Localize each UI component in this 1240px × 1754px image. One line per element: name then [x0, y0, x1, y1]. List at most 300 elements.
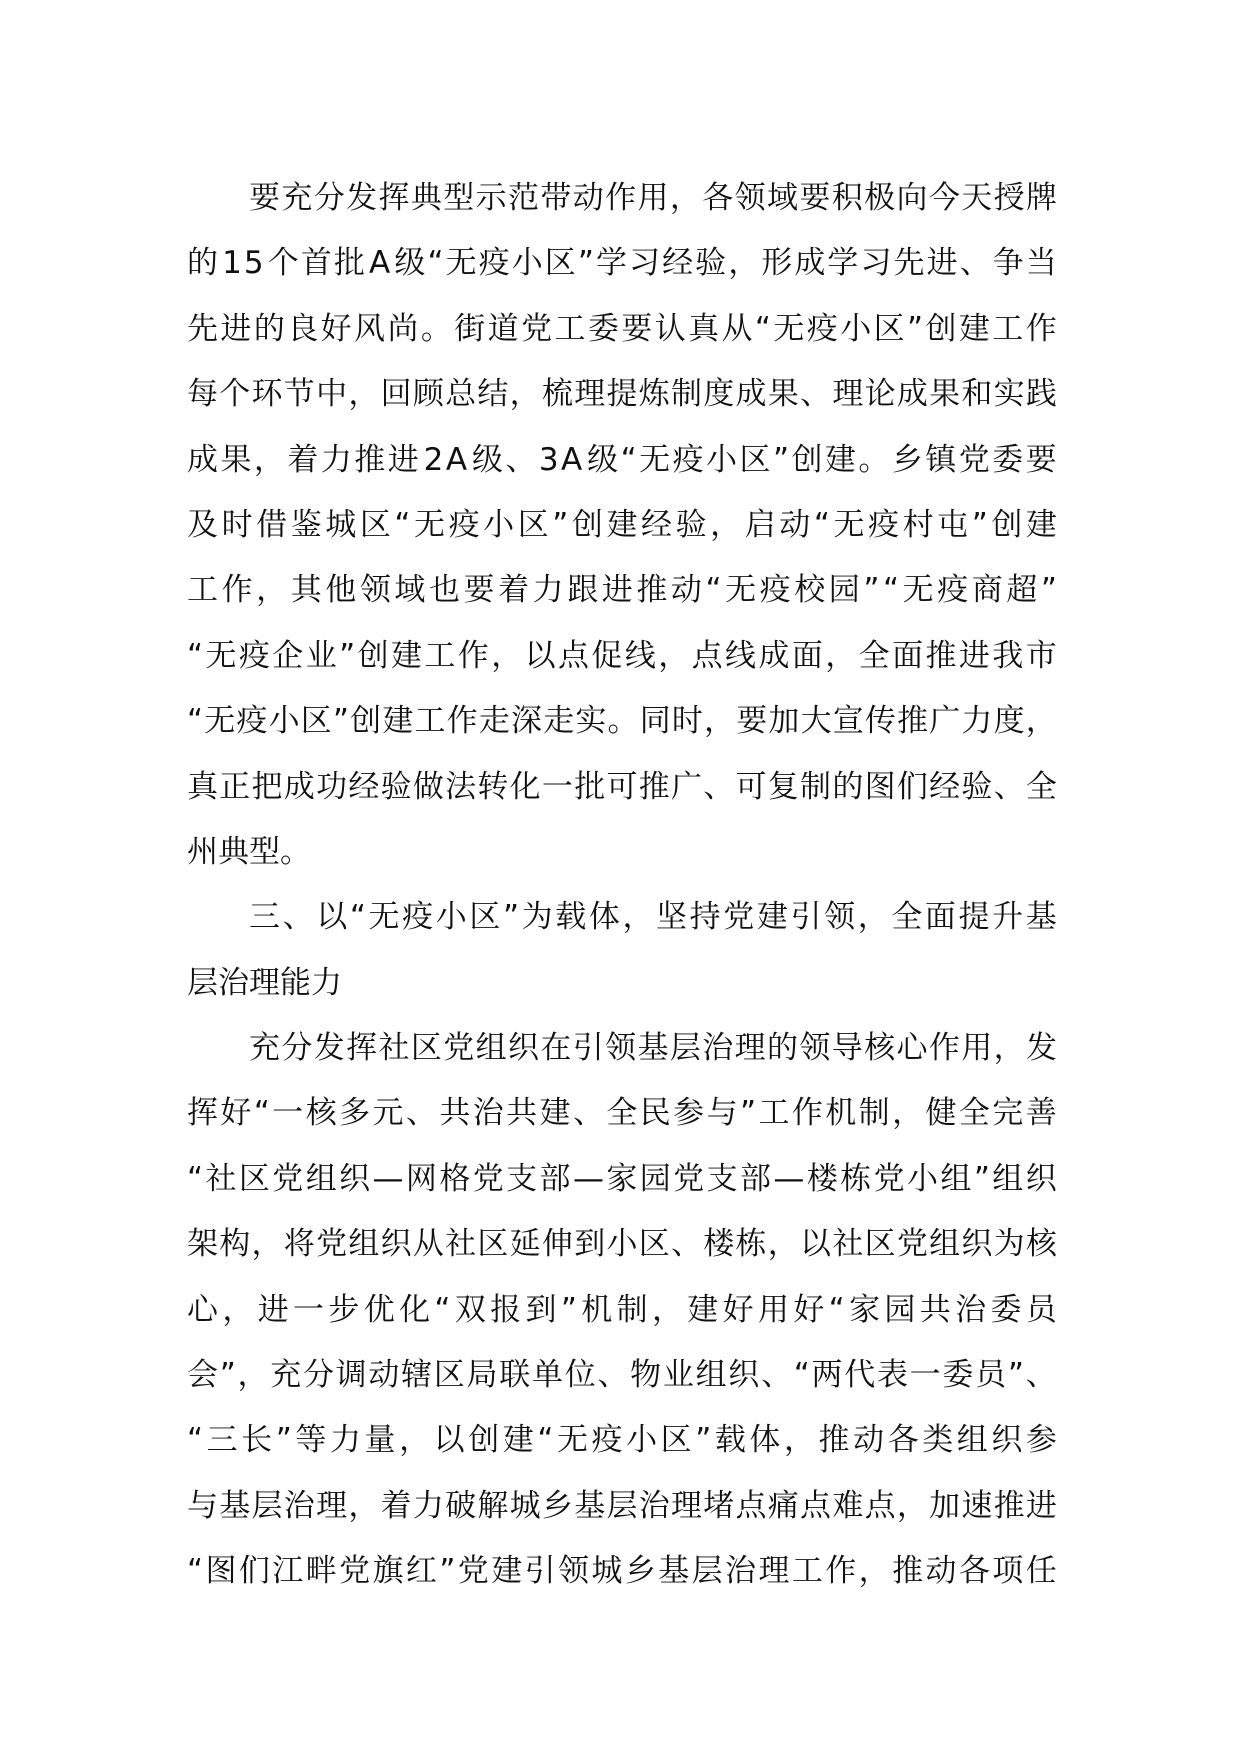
glyph: 党	[472, 1160, 504, 1197]
glyph: 、	[597, 1357, 629, 1394]
heading-line: 层治理能力	[187, 964, 342, 1001]
glyph: 环	[251, 376, 283, 413]
glyph: 理	[758, 1553, 790, 1590]
glyph: 优	[363, 1291, 395, 1328]
glyph: 构	[219, 1226, 251, 1263]
glyph: 党	[443, 1030, 475, 1067]
glyph: 点	[735, 1487, 767, 1524]
glyph: 着	[498, 572, 530, 609]
glyph: 物	[630, 1357, 662, 1394]
glyph: ，	[491, 637, 523, 674]
glyph: 与	[187, 1487, 218, 1524]
glyph: 无	[414, 506, 445, 543]
glyph: 同	[639, 703, 671, 740]
glyph: 实	[993, 376, 1025, 413]
glyph: 时	[221, 506, 253, 543]
glyph: 面	[924, 899, 956, 936]
glyph: 点	[691, 637, 723, 674]
glyph: ，	[253, 441, 285, 478]
glyph: 引	[790, 899, 822, 936]
glyph: 习	[860, 245, 892, 282]
glyph: 织	[728, 1357, 760, 1394]
glyph: 从	[721, 310, 753, 347]
glyph: 委	[942, 1357, 974, 1394]
glyph: 无	[902, 572, 934, 609]
glyph: 部	[739, 1160, 771, 1197]
glyph: 层	[669, 1030, 701, 1067]
glyph: 党	[339, 1553, 371, 1590]
glyph: 党	[316, 1226, 348, 1263]
glyph: 将	[283, 1226, 315, 1263]
glyph: 建	[539, 1095, 571, 1132]
glyph: 促	[591, 637, 623, 674]
glyph: 疫	[759, 572, 791, 609]
glyph: 域	[767, 180, 798, 216]
glyph: 传	[864, 703, 896, 740]
glyph: 充	[281, 180, 313, 216]
glyph: 到	[574, 1226, 606, 1263]
glyph: 建	[491, 1553, 523, 1590]
glyph: 江	[272, 1553, 304, 1590]
glyph: 范	[508, 180, 539, 216]
glyph: 推	[818, 1422, 850, 1459]
glyph: 批	[333, 245, 365, 282]
text-line	[187, 558, 1057, 623]
glyph: 经	[929, 768, 961, 805]
glyph: 要	[621, 310, 653, 347]
glyph: 解	[477, 1487, 509, 1524]
glyph: 建	[390, 637, 422, 674]
text-line	[187, 231, 1057, 296]
glyph: 度	[993, 703, 1025, 740]
glyph: 启	[744, 506, 776, 543]
glyph: 多	[339, 1095, 371, 1132]
glyph: 楼	[806, 1160, 838, 1197]
glyph: 乡	[624, 1553, 656, 1590]
glyph: 的	[832, 768, 864, 805]
glyph: 分	[313, 180, 345, 216]
glyph: 1	[222, 245, 242, 282]
glyph: 推	[636, 572, 668, 609]
glyph: 挥	[187, 1095, 218, 1132]
glyph: 深	[511, 703, 543, 740]
glyph: 作	[605, 180, 637, 216]
glyph: 园	[828, 572, 860, 609]
text-line	[187, 493, 1057, 558]
glyph: ”	[907, 310, 924, 347]
glyph: 无	[204, 703, 236, 740]
glyph: 基	[658, 1553, 690, 1590]
glyph: 先	[893, 245, 925, 282]
glyph: 面	[892, 637, 924, 674]
glyph: 栋	[840, 1160, 872, 1197]
glyph: 认	[654, 310, 686, 347]
glyph: ，	[222, 1291, 254, 1328]
glyph: 走	[543, 703, 575, 740]
glyph: 两	[811, 1357, 843, 1394]
glyph: 、	[959, 245, 991, 282]
glyph: 化	[399, 1291, 431, 1328]
glyph: 示	[475, 180, 507, 216]
glyph: 着	[287, 441, 319, 478]
glyph: 经	[641, 506, 672, 543]
glyph: 工	[187, 572, 218, 609]
glyph: 分	[302, 1357, 334, 1394]
glyph: 支	[706, 1160, 738, 1197]
glyph: 委	[990, 1291, 1022, 1328]
glyph: 核	[305, 1095, 337, 1132]
glyph: 进	[1025, 1487, 1057, 1524]
glyph: 要	[799, 180, 831, 216]
glyph: 要	[736, 703, 768, 740]
glyph: 基	[637, 1030, 669, 1067]
glyph: 领	[799, 1030, 831, 1067]
section-heading	[187, 885, 1057, 1016]
glyph: “	[813, 506, 830, 543]
glyph: “	[537, 1422, 554, 1459]
glyph: 委	[587, 310, 619, 347]
glyph: ，	[1025, 703, 1057, 740]
glyph: 市	[1025, 637, 1057, 674]
glyph: 用	[637, 180, 669, 216]
glyph: ，	[728, 245, 760, 282]
glyph: 他	[325, 572, 357, 609]
glyph: “	[394, 506, 411, 543]
glyph: 授	[993, 180, 1025, 216]
glyph: 可	[735, 768, 767, 805]
glyph: ”	[577, 245, 594, 282]
glyph: 作	[446, 703, 478, 740]
glyph: 牌	[1026, 180, 1057, 216]
glyph: 制	[858, 1095, 890, 1132]
glyph: 级	[471, 441, 503, 478]
glyph: 作	[1025, 310, 1057, 347]
glyph: 要	[463, 572, 495, 609]
glyph: 一	[909, 1357, 941, 1394]
glyph: 用	[757, 1291, 789, 1328]
glyph: 破	[445, 1487, 477, 1524]
glyph: 载	[555, 899, 587, 936]
text-line	[187, 1212, 1057, 1277]
glyph: 一	[272, 1095, 304, 1132]
glyph: 工	[554, 310, 586, 347]
glyph: 疫	[868, 506, 899, 543]
glyph: 红	[405, 1553, 437, 1590]
glyph: ”	[560, 1291, 577, 1328]
glyph: 典	[410, 180, 442, 216]
glyph: “	[187, 637, 204, 674]
glyph: 疫	[402, 899, 434, 936]
glyph: 图	[864, 768, 896, 805]
glyph: 理	[574, 376, 606, 413]
glyph: 提	[606, 376, 638, 413]
glyph: 项	[992, 1553, 1024, 1590]
glyph: ”	[275, 1422, 292, 1459]
glyph: 等	[295, 1422, 327, 1459]
glyph: 果	[929, 376, 961, 413]
glyph: 组	[348, 1226, 380, 1263]
glyph: 动	[779, 506, 811, 543]
glyph: 格	[439, 1160, 471, 1197]
glyph: 长	[241, 1422, 273, 1459]
glyph: 级	[394, 245, 426, 282]
glyph: 织	[961, 1226, 993, 1263]
glyph: “	[828, 1291, 845, 1328]
glyph: A	[561, 441, 583, 478]
glyph: 制	[670, 376, 702, 413]
glyph: ，	[858, 1553, 890, 1590]
glyph: 社	[832, 1226, 864, 1263]
glyph: 真	[688, 310, 720, 347]
glyph: 好	[220, 1095, 252, 1132]
glyph: 和	[961, 376, 993, 413]
glyph: 代	[844, 1357, 876, 1394]
glyph: 线	[624, 637, 656, 674]
glyph: 动	[853, 1422, 885, 1459]
glyph: 时	[671, 703, 703, 740]
glyph: ”	[739, 1095, 757, 1132]
glyph: 化	[509, 768, 541, 805]
glyph: 小	[268, 703, 300, 740]
glyph: 无	[725, 572, 757, 609]
glyph: 伸	[541, 1226, 573, 1263]
glyph: 核	[1025, 1226, 1057, 1263]
glyph: 2	[423, 441, 444, 478]
glyph: 挥	[346, 1030, 378, 1067]
glyph: 跟	[567, 572, 599, 609]
glyph: 度	[703, 376, 735, 413]
glyph: 风	[354, 310, 386, 347]
glyph: 参	[1025, 1422, 1057, 1459]
glyph: 动	[670, 572, 702, 609]
glyph: ，	[767, 1226, 799, 1263]
glyph: 织	[339, 1160, 371, 1197]
glyph: 复	[767, 768, 799, 805]
glyph: 难	[832, 1487, 864, 1524]
glyph: 顾	[412, 376, 444, 413]
glyph: 党	[272, 1160, 304, 1197]
glyph: A	[445, 441, 468, 478]
glyph: 组	[305, 1160, 337, 1197]
glyph: 面	[791, 637, 823, 674]
glyph: 区	[638, 1226, 670, 1263]
glyph: 社	[378, 1030, 410, 1067]
glyph: ，	[348, 1487, 380, 1524]
glyph: 治	[725, 1553, 757, 1590]
glyph: 成	[735, 376, 767, 413]
glyph: 、	[282, 899, 314, 936]
glyph: 支	[506, 1160, 538, 1197]
glyph: 园	[884, 1291, 916, 1328]
glyph: 治	[472, 1095, 504, 1132]
glyph: 区	[873, 310, 905, 347]
glyph: 做	[412, 768, 444, 805]
glyph: ，	[251, 1226, 283, 1263]
glyph: ，	[622, 899, 654, 936]
glyph: 验	[695, 245, 727, 282]
glyph: 推	[897, 703, 929, 740]
glyph: 、	[505, 441, 537, 478]
glyph: 疫	[448, 506, 480, 543]
glyph: 调	[335, 1357, 367, 1394]
glyph: 畔	[305, 1553, 337, 1590]
glyph: 升	[992, 899, 1024, 936]
glyph: 区	[660, 1422, 692, 1459]
glyph: 基	[574, 1487, 606, 1524]
glyph: 点	[558, 637, 589, 674]
glyph: 点	[800, 1487, 832, 1524]
glyph: 中	[316, 376, 348, 413]
glyph: 小	[435, 899, 467, 936]
glyph: 发	[313, 1030, 345, 1067]
glyph: 三	[249, 899, 280, 936]
glyph: 小	[840, 310, 872, 347]
glyph: 制	[800, 768, 832, 805]
glyph: 部	[539, 1160, 571, 1197]
glyph: 尚	[387, 310, 419, 347]
glyph: 力	[329, 1422, 361, 1459]
glyph: 延	[509, 1226, 541, 1263]
glyph: 良	[287, 310, 319, 347]
glyph: 、	[761, 1357, 792, 1394]
glyph: 网	[405, 1160, 437, 1197]
glyph: ，	[651, 1291, 683, 1328]
glyph: 成	[758, 637, 790, 674]
glyph: 委	[992, 441, 1024, 478]
glyph: —	[572, 1160, 604, 1197]
glyph: 任	[1025, 1553, 1057, 1590]
glyph: 作	[825, 1553, 857, 1590]
glyph: 各	[887, 1422, 919, 1459]
glyph: 鉴	[290, 506, 322, 543]
glyph: 工	[758, 1095, 790, 1132]
glyph: 员	[975, 1357, 1007, 1394]
glyph: 转	[477, 768, 509, 805]
glyph: 回	[380, 376, 412, 413]
glyph: 党	[958, 441, 990, 478]
glyph: 理	[316, 1487, 348, 1524]
glyph: 创	[350, 703, 382, 740]
glyph: 制	[616, 1291, 648, 1328]
glyph: 广	[929, 703, 961, 740]
glyph: 形	[761, 245, 793, 282]
glyph: 3	[538, 441, 559, 478]
glyph: “	[434, 1291, 451, 1328]
glyph: 创	[925, 310, 957, 347]
glyph: “	[187, 703, 204, 740]
glyph: 街	[454, 310, 486, 347]
glyph: 推	[354, 441, 386, 478]
glyph: 先	[187, 310, 218, 347]
glyph: 推	[892, 1553, 924, 1590]
glyph: 创	[991, 506, 1023, 543]
glyph: 大	[800, 703, 832, 740]
glyph: “	[754, 310, 771, 347]
glyph: “	[427, 245, 444, 282]
glyph: 导	[831, 1030, 863, 1067]
glyph: 核	[864, 1030, 896, 1067]
glyph: ，	[704, 703, 736, 740]
glyph: 推	[925, 637, 957, 674]
glyph: 类	[922, 1422, 954, 1459]
glyph: 企	[272, 637, 304, 674]
glyph: 图	[205, 1553, 237, 1590]
glyph: 位	[564, 1357, 596, 1394]
glyph: 楼	[703, 1226, 735, 1263]
glyph: 加	[929, 1487, 961, 1524]
glyph: 进	[958, 637, 990, 674]
glyph: 成	[187, 441, 218, 478]
glyph: 好	[320, 310, 352, 347]
glyph: 、	[572, 1095, 604, 1132]
glyph: ”	[502, 899, 519, 936]
glyph: 今	[928, 180, 960, 216]
glyph: 推	[638, 768, 670, 805]
glyph: 乡	[541, 1487, 573, 1524]
glyph: 全	[958, 1095, 990, 1132]
glyph: 宣	[832, 703, 864, 740]
glyph: 层	[691, 1553, 723, 1590]
text-line	[187, 1147, 1057, 1212]
glyph: 双	[454, 1291, 486, 1328]
glyph: ”	[1040, 572, 1057, 609]
glyph: 各	[958, 1553, 990, 1590]
glyph: 成	[794, 245, 826, 282]
glyph: 验	[961, 768, 993, 805]
glyph: 以	[433, 1422, 465, 1459]
glyph: 超	[1006, 572, 1038, 609]
glyph: 首	[300, 245, 332, 282]
glyph: 域	[394, 572, 426, 609]
text-line	[187, 1408, 1057, 1473]
glyph: 为	[993, 1226, 1025, 1263]
glyph: 无	[833, 506, 865, 543]
glyph: 联	[499, 1357, 531, 1394]
glyph: 层	[251, 1487, 283, 1524]
glyph: 园	[639, 1160, 671, 1197]
glyph: 组	[956, 1422, 988, 1459]
glyph: 区	[739, 441, 771, 478]
glyph: 们	[238, 1553, 270, 1590]
glyph: ，	[825, 637, 857, 674]
text-line	[187, 297, 1057, 362]
glyph: 以	[524, 637, 556, 674]
glyph: 建	[606, 506, 638, 543]
glyph: ，	[710, 506, 742, 543]
glyph: 校	[794, 572, 826, 609]
glyph: 疫	[672, 441, 704, 478]
glyph: 机	[581, 1291, 613, 1328]
glyph: ，	[256, 572, 288, 609]
glyph: ”	[971, 506, 988, 543]
glyph: 带	[540, 180, 572, 216]
glyph: 治	[638, 1487, 670, 1524]
glyph: 织	[508, 1030, 539, 1067]
glyph: 创	[468, 1422, 500, 1459]
glyph: 我	[992, 637, 1024, 674]
glyph: 治	[283, 1487, 315, 1524]
text-line	[187, 755, 1057, 820]
glyph: 。	[420, 310, 452, 347]
glyph: 、	[703, 768, 735, 805]
glyph: 进	[220, 310, 252, 347]
glyph: 持	[689, 899, 721, 936]
glyph: 无	[556, 1422, 588, 1459]
glyph: 学	[595, 245, 627, 282]
glyph: 作	[928, 1030, 960, 1067]
glyph: 作	[221, 572, 253, 609]
glyph: 践	[1025, 376, 1057, 413]
